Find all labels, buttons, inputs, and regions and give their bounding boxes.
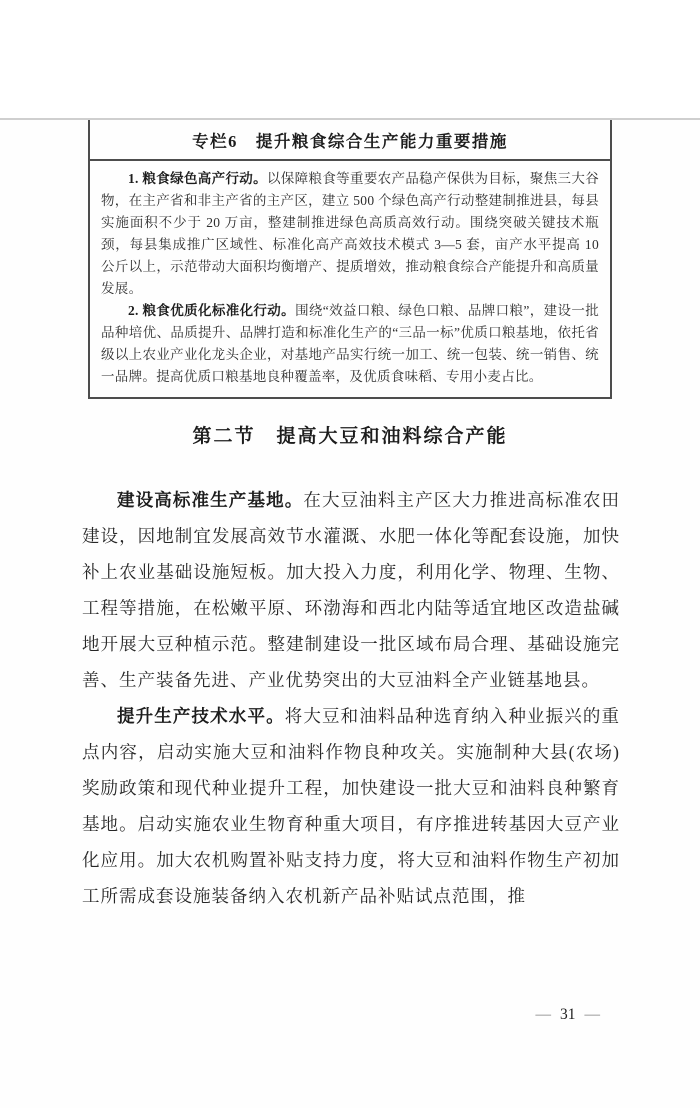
box-item-1-text: 以保障粮食等重要农产品稳产保供为目标，聚焦三大谷物，在主产省和非主产省的主产区，建立 500 个绿色高产行动整建制推进县，每县实施面积不少于 20 万亩，整建制推进绿色高质高效行动。围绕突破关键技术瓶颈，每县集成推广区域性、标准化高产高效技术模式 3—5 套，亩产水平提高 10 公斤以上，示范带动大面积均衡增产、提质增效，推动粮食综合产能提升和高质量发展。 [101,171,599,296]
page-number: 31 [560,1006,576,1023]
callout-box-zhuanlan-6 [88,118,612,399]
scan-edge-artifact [0,118,700,120]
section-heading: 第二节 提高大豆和油料综合产能 [192,426,508,447]
paragraph-2-lead: 提升生产技术水平。 [117,706,285,726]
box-content [90,161,610,397]
document-page [0,118,700,1108]
box-title: 专栏6 提升粮食综合生产能力重要措施 [90,120,610,161]
paragraph-2-text: 将大豆和油料品种选育纳入种业振兴的重点内容，启动实施大豆和油料作物良种攻关。实施制种大县(农场)奖励政策和现代种业提升工程，加快建设一批大豆和油料良种繁育基地。启动实施农业生物育种重大项目，有序推进转基因大豆产业化应用。加大农机购置补贴支持力度，将大豆和油料作物生产初加工所需成套设施装备纳入农机新产品补贴试点范围，推 [82,706,621,906]
box-item-2-lead: 2. 粮食优质化标准化行动。 [128,303,296,318]
paragraph-2 [82,698,620,914]
paragraph-1-text: 在大豆油料主产区大力推进高标准农田建设，因地制宜发展高效节水灌溉、水肥一体化等配套设施，加快补上农业基础设施短板。加大投入力度，利用化学、物理、生物、工程等措施，在松嫩平原、环渤海和西北内陆等适宜地区改造盐碱地开展大豆种植示范。整建制建设一批区域布局合理、基础设施完善、生产装备先进、产业优势突出的大豆油料全产业链基地县。 [82,490,621,690]
box-item-2 [101,300,599,388]
footer-dash-left: — [535,1006,551,1023]
page-footer [536,1006,601,1024]
box-item-1-lead: 1. 粮食绿色高产行动。 [128,171,267,186]
box-item-2-text: 围绕“效益口粮、绿色口粮、品牌口粮”，建设一批品种培优、品质提升、品牌打造和标准化生产的“三品一标”优质口粮基地，依托省级以上农业产业化龙头企业，对基地产品实行统一加工、统一包装、统一销售、统一品牌。提高优质口粮基地良种覆盖率，及优质食味稻、专用小麦占比。 [101,303,600,384]
paragraph-1-lead: 建设高标准生产基地。 [117,490,304,510]
footer-dash-right: — [584,1006,600,1023]
box-item-1 [101,168,599,300]
body-text-block [82,482,620,914]
paragraph-1 [82,482,620,698]
